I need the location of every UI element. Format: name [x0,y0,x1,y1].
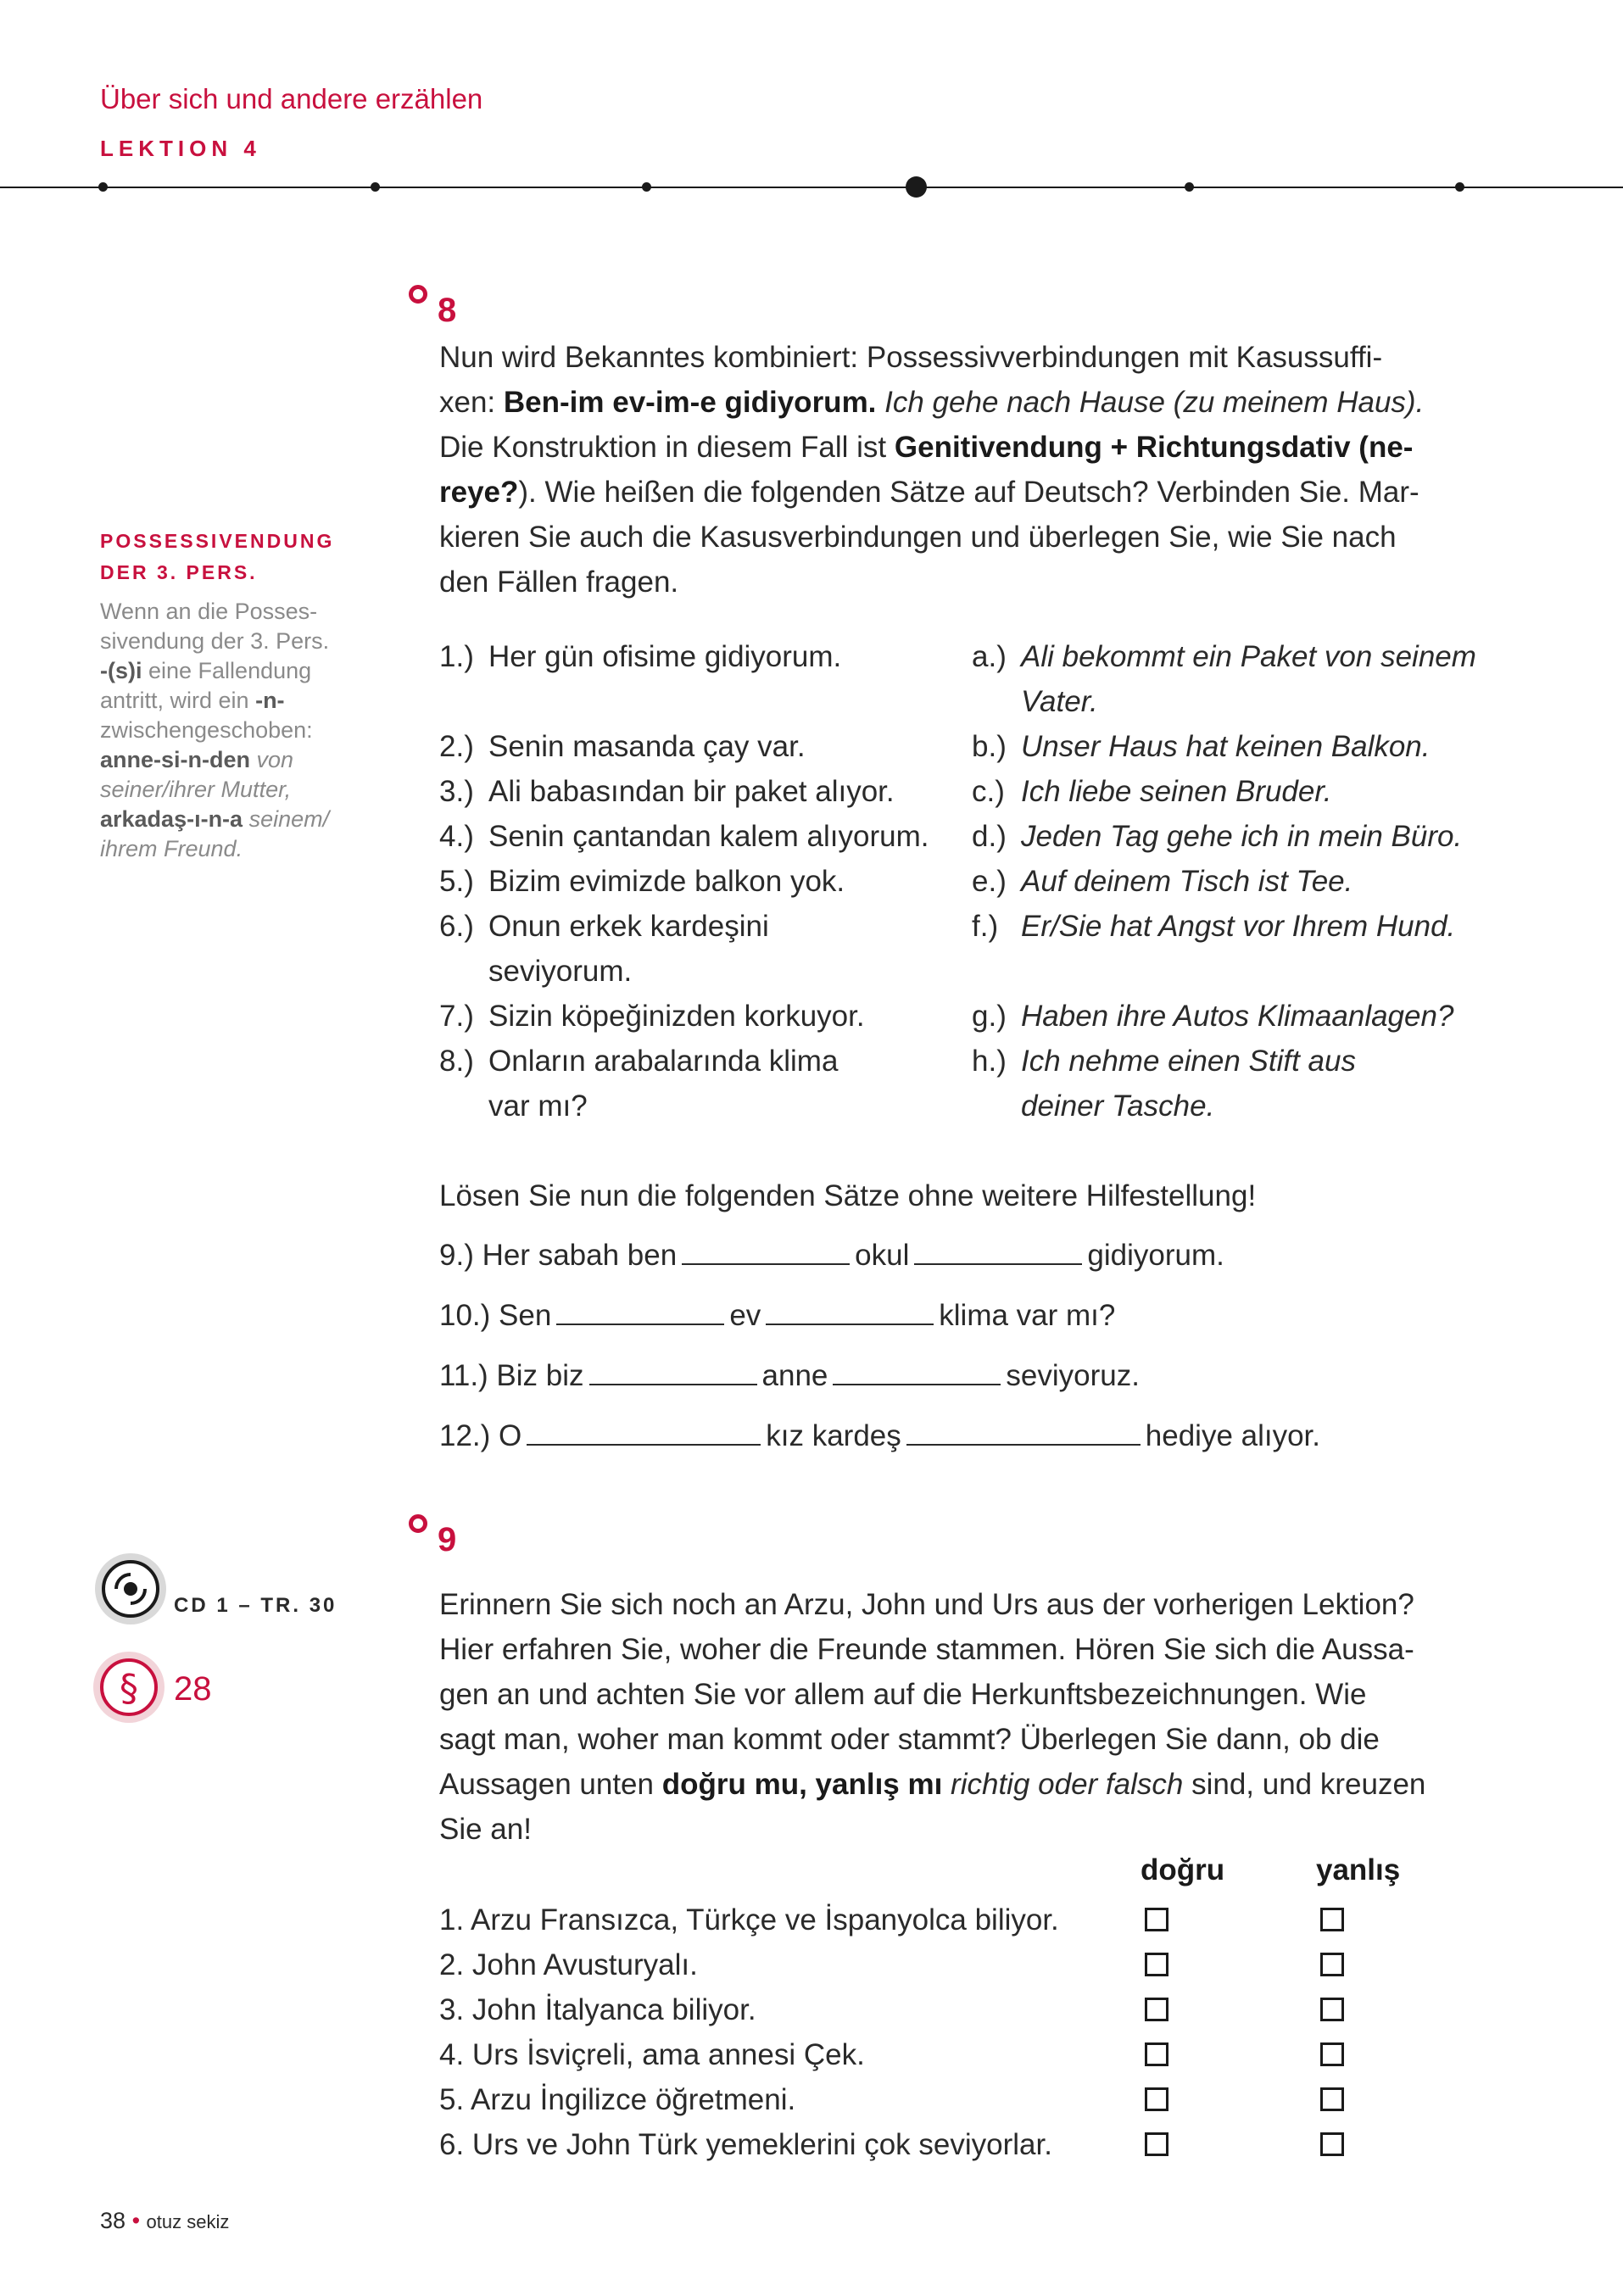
list-item: 4.) Senin çantandan kalem alıyorum. [439,820,929,853]
statement-row: 5. Arzu İngilizce öğretmeni. [439,2083,796,2116]
statement-row: 3. John İtalyanca biliyor. [439,1993,756,2026]
list-item-continuation: var mı? [488,1089,588,1123]
list-item: f.) Er/Sie hat Angst vor Ihrem Hund. [972,910,1456,943]
fill-in-sentence-9: 9.) Her sabah ben okul gidiyorum. [439,1233,1224,1278]
grammar-paragraph-reference: 28 [174,1670,212,1708]
timeline-dot [1455,182,1464,192]
blank-input[interactable] [906,1413,1141,1446]
fill-in-sentence-12: 12.) O kız kardeş hediye alıyor. [439,1413,1320,1458]
list-item: 6.) Onun erkek kardeşini [439,910,769,943]
list-item: g.) Haben ihre Autos Klimaanlagen? [972,1000,1454,1033]
blank-input[interactable] [914,1233,1082,1265]
list-item: b.) Unser Haus hat keinen Balkon. [972,730,1431,763]
checkbox-false[interactable] [1320,2132,1344,2156]
checkbox-true[interactable] [1145,2132,1168,2156]
column-header-false: yanlış [1316,1853,1401,1886]
timeline-dot-current [906,176,927,198]
list-item: h.) Ich nehme einen Stift aus [972,1045,1356,1078]
list-item: e.) Auf deinem Tisch ist Tee. [972,865,1353,898]
exercise-8-number: 8 [438,292,457,329]
list-item: 8.) Onların arabalarında klima [439,1045,839,1078]
timeline-dot [98,182,108,192]
blank-input[interactable] [766,1293,934,1325]
fill-in-instruction: Lösen Sie nun die folgenden Sätze ohne weitere Hilfestellung! [439,1179,1257,1212]
statement-row: 4. Urs İsviçreli, ama annesi Çek. [439,2038,865,2071]
blank-input[interactable] [527,1413,761,1446]
statement-row: 1. Arzu Fransızca, Türkçe ve İspanyolca biliyor. [439,1903,1059,1937]
checkbox-false[interactable] [1320,1998,1344,2021]
timeline-dot [371,182,380,192]
list-item: 3.) Ali babasından bir paket alıyor. [439,775,895,808]
blank-input[interactable] [589,1353,757,1385]
page-footer [100,2208,229,2234]
checkbox-true[interactable] [1145,1953,1168,1976]
chapter-title: Über sich und andere erzählen [100,83,483,114]
fill-in-sentence-10: 10.) Sen ev klima var mı? [439,1293,1115,1338]
timeline-dot [1185,182,1194,192]
checkbox-true[interactable] [1145,2087,1168,2111]
list-item: d.) Jeden Tag gehe ich in mein Büro. [972,820,1463,853]
sidebar-note: Wenn an die Posses- sivendung der 3. Pers. -(s)i eine Fallendung antritt, wird ein -n- zwischengeschoben: anne-si-n-den von seiner/ihrer Mutter, arkadaş-ı-n-a seinem/ ihrem Freund. [100,599,330,861]
list-item: 1.) Her gün ofisime gidiyorum. [439,640,842,673]
statement-row: 6. Urs ve John Türk yemeklerini çok seviyorlar. [439,2128,1052,2161]
exercise-8-instructions: Nun wird Bekanntes kombiniert: Possessivverbindungen mit Kasussuffi- xen: Ben-im ev-im-e gidiyorum. Ich gehe nach Hause (zu meinem Haus). Die Konstruktion in diesem Fall ist Genitivendung + Richtungsdativ (ne- reye?). Wie heißen die folgenden Sätze auf Deutsch? Verbinden Sie. Mar- kieren Sie auch die Kasusverbindungen und überlegen Sie, wie Sie nach den Fällen fragen. [439,341,1425,599]
cd-icon [93,1552,168,1626]
list-item-continuation: deiner Tasche. [1021,1089,1215,1123]
svg-text:§: § [120,1667,138,1710]
blank-input[interactable] [556,1293,724,1325]
exercise-9-instructions: Erinnern Sie sich noch an Arzu, John und Urs aus der vorherigen Lektion? Hier erfahren Sie, woher die Freunde stammen. Hören Sie sich die Aussa- gen an und achten Sie vor allem auf die Herkunftsbezeichnungen. Wie sagt man, woher man kommt oder stammt? Überlegen Sie dann, ob die Aussagen unten doğru mu, yanlış mı richtig oder falsch sind, und kreuzen Sie an! [439,1588,1426,1846]
exercise-marker-icon [409,285,427,304]
progress-timeline [0,187,1623,188]
list-item: 7.) Sizin köpeğinizden korkuyor. [439,1000,865,1033]
fill-in-sentence-11: 11.) Biz biz anne seviyoruz. [439,1353,1140,1398]
list-item: 2.) Senin masanda çay var. [439,730,806,763]
page-number: 38 [100,2208,126,2233]
blank-input[interactable] [682,1233,850,1265]
timeline-dot [642,182,651,192]
checkbox-false[interactable] [1320,2087,1344,2111]
checkbox-false[interactable] [1320,1953,1344,1976]
blank-input[interactable] [833,1353,1001,1385]
statement-row: 2. John Avusturyalı. [439,1948,698,1981]
exercise-marker-icon [409,1514,427,1533]
checkbox-true[interactable] [1145,1908,1168,1931]
checkbox-false[interactable] [1320,2042,1344,2066]
checkbox-true[interactable] [1145,2042,1168,2066]
list-item: 5.) Bizim evimizde balkon yok. [439,865,845,898]
checkbox-false[interactable] [1320,1908,1344,1931]
section-sign-icon [92,1650,166,1725]
list-item: a.) Ali bekommt ein Paket von seinem [972,640,1476,673]
lesson-label: LEKTION 4 [100,136,261,161]
list-item: c.) Ich liebe seinen Bruder. [972,775,1332,808]
exercise-9-number: 9 [438,1521,457,1558]
list-item-continuation: Vater. [1021,685,1098,718]
bullet-icon: • [131,2208,141,2233]
list-item-continuation: seviyorum. [488,955,633,988]
sidebar-heading: POSSESSIVENDUNG DER 3. PERS. [100,530,335,583]
page-number-words: otuz sekiz [146,2211,230,2232]
column-header-true: doğru [1141,1853,1225,1886]
checkbox-true[interactable] [1145,1998,1168,2021]
cd-track-label: CD 1 – TR. 30 [174,1594,337,1617]
